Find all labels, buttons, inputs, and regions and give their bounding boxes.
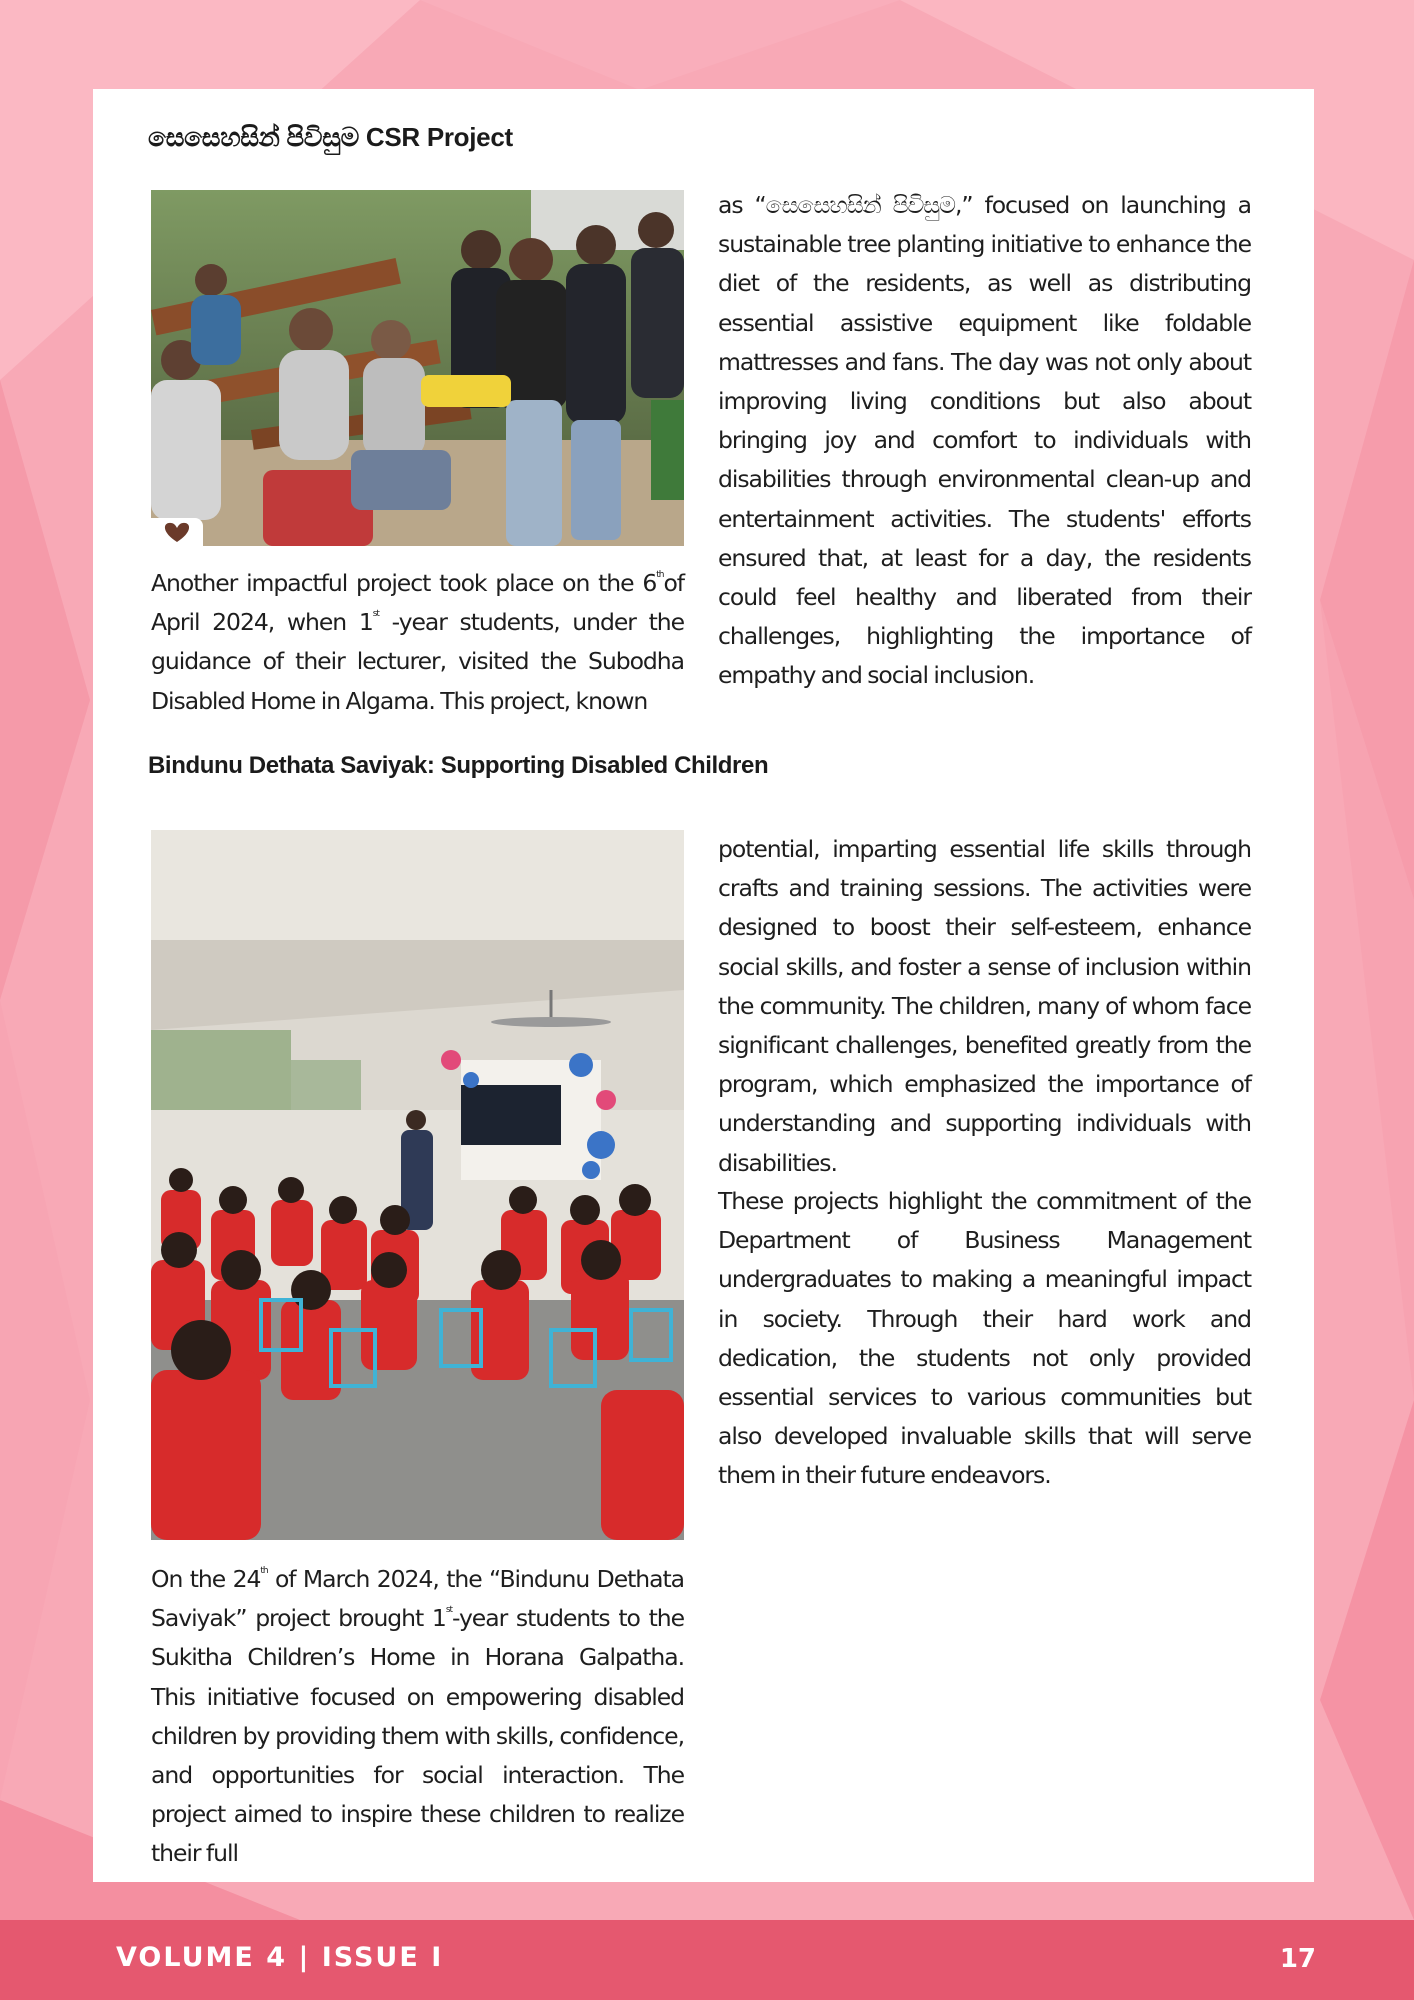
csr-project-paragraph-left: Another impactful project took place on the 6thof April 2024, when 1st -year students, under the guidance of their lecturer, visited the Subodha Disabled Home in Algama. This project, known: [151, 569, 684, 715]
conclusion-paragraph: These projects highlight the commitment of the Department of Business Management undergraduates to making a meaningful impact in society. Through their hard work and dedication, the students not only provided essential services to various communities but also developed invaluable skills that will serve them in their future endeavors.: [718, 1187, 1251, 1490]
page-number: 17: [1279, 1944, 1316, 1974]
csr-project-photo: [151, 190, 684, 546]
csr-photo-illustration: [151, 190, 684, 546]
bindunu-dethata-paragraph-left: On the 24th of March 2024, the “Bindunu Dethata Saviyak” project brought 1st-year students to the Sukitha Children’s Home in Horana Galpatha. This initiative focused on empowering disabled children by providing them with skills, confidence, and opportunities for social interaction. The project aimed to inspire these children to realize their full: [151, 1565, 685, 1868]
volume-issue-label: VOLUME 4 | ISSUE I: [116, 1942, 444, 1973]
section-heading-bindunu-dethata: Bindunu Dethata Saviyak: Supporting Disabled Children: [148, 752, 769, 779]
page-footer: [0, 1920, 1414, 2000]
bindunu-photo-illustration: [151, 830, 684, 1540]
heart-hands-logo-icon: [151, 518, 203, 546]
csr-project-paragraph-right: as “සෙසෙහසින් පිවිසුම,” focused on launching a sustainable tree planting initiative to enhance the diet of the residents, as well as distributing essential assistive equipment like foldable mattresses and fans. The day was not only about improving living conditions but also about bringing joy and comfort to individuals with disabilities through environmental clean-up and entertainment activities. The students' efforts ensured that, at least for a day, the residents could feel healthy and liberated from their challenges, highlighting the importance of empathy and social inclusion.: [718, 191, 1251, 690]
bindunu-dethata-photo: [151, 830, 684, 1540]
bindunu-dethata-paragraph-right: potential, imparting essential life skills through crafts and training sessions. The activities were designed to boost their self-esteem, enhance social skills, and foster a sense of inclusion within the community. The children, many of whom face significant challenges, benefited greatly from the program, which emphasized the importance of understanding and supporting individuals with disabilities.: [718, 835, 1251, 1177]
section-heading-csr-project: සෙසෙහසින් පිවිසුම CSR Project: [148, 122, 513, 152]
